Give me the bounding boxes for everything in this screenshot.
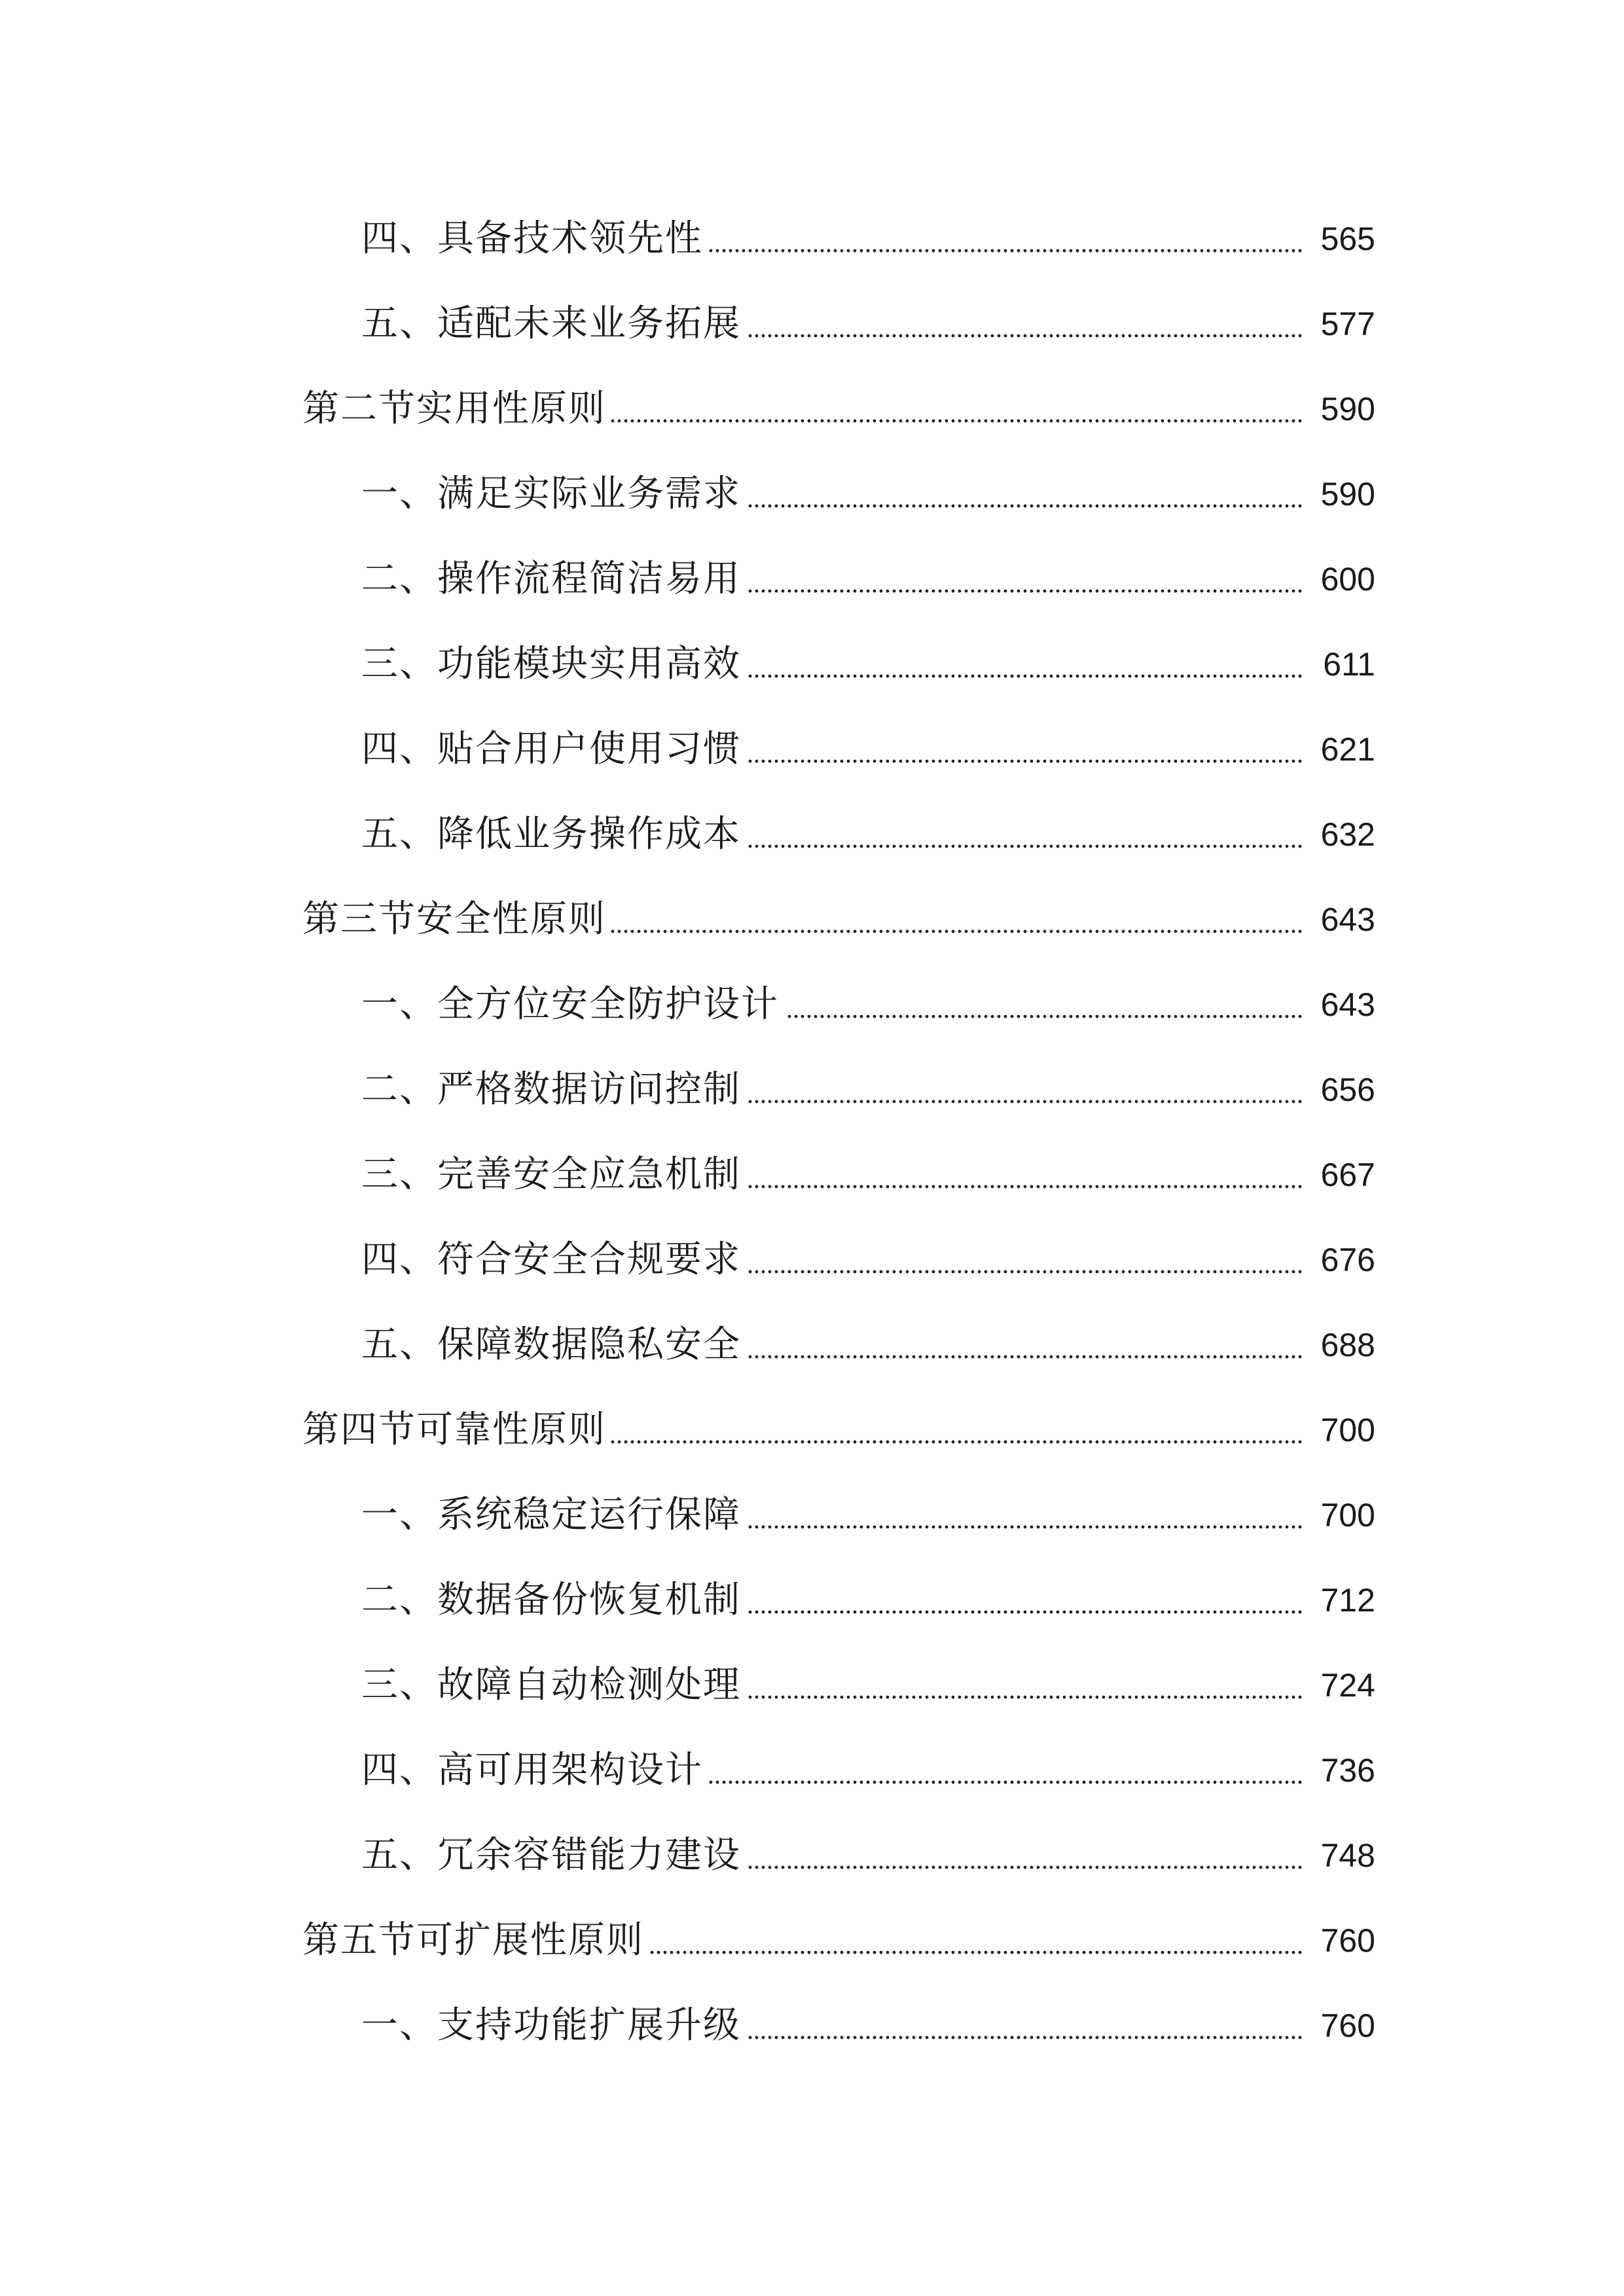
toc-entry-page-number: 712 — [1320, 1582, 1375, 1619]
toc-entry[interactable] — [0, 1319, 1624, 1371]
toc-entry-page-number: 667 — [1320, 1157, 1375, 1193]
toc-entry-page-number: 643 — [1320, 986, 1375, 1023]
toc-entry[interactable] — [0, 1574, 1624, 1626]
toc-entry-page-number: 736 — [1320, 1752, 1375, 1789]
toc-entry-title: 一、满足实际业务需求 — [361, 473, 741, 515]
toc-entry-page-number: 724 — [1320, 1667, 1375, 1704]
toc-entry[interactable] — [0, 723, 1624, 776]
toc-entry[interactable] — [0, 553, 1624, 605]
toc-entry-title: 五、适配未来业务拓展 — [361, 302, 741, 345]
toc-entry-title: 五、保障数据隐私安全 — [361, 1323, 741, 1366]
toc-entry-title: 二、数据备份恢复机制 — [361, 1579, 741, 1621]
toc-entry-title: 一、全方位安全防护设计 — [361, 983, 779, 1026]
toc-dot-leader — [748, 844, 1303, 849]
toc-entry-page-number: 688 — [1320, 1327, 1375, 1363]
toc-entry-page-number: 643 — [1320, 901, 1375, 938]
toc-dot-leader — [610, 418, 1303, 423]
toc-entry-title: 第三节安全性原则 — [302, 898, 606, 941]
toc-entry[interactable] — [0, 638, 1624, 691]
toc-dot-leader — [748, 673, 1303, 679]
toc-dot-leader — [748, 1269, 1303, 1274]
toc-entry-title: 四、高可用架构设计 — [361, 1749, 703, 1791]
toc-dot-leader — [610, 929, 1303, 934]
toc-dot-leader — [708, 248, 1303, 253]
toc-entry[interactable] — [0, 1659, 1624, 1712]
toc-dot-leader — [748, 333, 1303, 338]
toc-dot-leader — [748, 1695, 1303, 1700]
toc-entry[interactable] — [0, 808, 1624, 861]
toc-entry-page-number: 760 — [1320, 1922, 1375, 1959]
toc-dot-leader — [748, 1609, 1303, 1615]
toc-entry-page-number: 621 — [1320, 731, 1375, 768]
toc-entry-page-number: 760 — [1320, 2007, 1375, 2044]
toc-dot-leader — [610, 1439, 1303, 1444]
toc-dot-leader — [787, 1014, 1303, 1019]
toc-entry-page-number: 590 — [1320, 476, 1375, 512]
toc-dot-leader — [748, 1099, 1303, 1104]
toc-entry[interactable] — [0, 1744, 1624, 1797]
toc-dot-leader — [748, 2035, 1303, 2040]
toc-entry-title: 三、功能模块实用高效 — [361, 643, 741, 685]
toc-entry-title: 四、贴合用户使用习惯 — [361, 728, 741, 770]
toc-dot-leader — [748, 759, 1303, 764]
toc-entry-page-number: 577 — [1320, 306, 1375, 342]
toc-entry-page-number: 600 — [1320, 561, 1375, 598]
toc-entry[interactable] — [0, 2000, 1624, 2052]
toc-dot-leader — [748, 1354, 1303, 1359]
toc-entry[interactable] — [0, 893, 1624, 946]
toc-entry[interactable] — [0, 298, 1624, 350]
toc-entry[interactable] — [0, 468, 1624, 520]
toc-entry-page-number: 565 — [1320, 221, 1375, 257]
toc-entry[interactable] — [0, 213, 1624, 265]
toc-dot-leader — [708, 1780, 1303, 1785]
toc-entry-title: 四、具备技术领先性 — [361, 217, 703, 260]
toc-entry-page-number: 700 — [1320, 1497, 1375, 1534]
toc-entry-page-number: 590 — [1320, 391, 1375, 427]
toc-entry[interactable] — [0, 1234, 1624, 1286]
toc-entry-title: 第四节可靠性原则 — [302, 1408, 606, 1451]
toc-entry[interactable] — [0, 383, 1624, 435]
toc-entry[interactable] — [0, 1829, 1624, 1882]
toc-entry-title: 二、操作流程简洁易用 — [361, 558, 741, 600]
toc-entry-page-number: 700 — [1320, 1412, 1375, 1448]
toc-dot-leader — [748, 1524, 1303, 1530]
toc-entry-page-number: 676 — [1320, 1242, 1375, 1278]
toc-entry-title: 第五节可扩展性原则 — [302, 1919, 644, 1962]
toc-entry-title: 四、符合安全合规要求 — [361, 1238, 741, 1281]
toc-dot-leader — [748, 1865, 1303, 1870]
toc-dot-leader — [748, 588, 1303, 594]
toc-entry[interactable] — [0, 1914, 1624, 1967]
toc-entry-page-number: 632 — [1320, 816, 1375, 853]
toc-entry-title: 第二节实用性原则 — [302, 387, 606, 430]
toc-entry-title: 二、严格数据访问控制 — [361, 1068, 741, 1111]
toc-entry[interactable] — [0, 1489, 1624, 1541]
toc-entry-title: 五、降低业务操作成本 — [361, 813, 741, 855]
toc-dot-leader — [748, 1184, 1303, 1189]
toc-entry-title: 一、系统稳定运行保障 — [361, 1494, 741, 1536]
toc-entry-title: 三、完善安全应急机制 — [361, 1153, 741, 1196]
toc-entry-title: 五、冗余容错能力建设 — [361, 1834, 741, 1876]
toc-entry-page-number: 748 — [1320, 1837, 1375, 1874]
toc-entry-title: 三、故障自动检测处理 — [361, 1664, 741, 1706]
toc-dot-leader — [748, 503, 1303, 509]
toc-entry[interactable] — [0, 978, 1624, 1031]
toc-entry[interactable] — [0, 1064, 1624, 1116]
toc-entry[interactable] — [0, 1404, 1624, 1456]
toc-entry[interactable] — [0, 1149, 1624, 1201]
toc-dot-leader — [649, 1950, 1303, 1955]
toc-entry-page-number: 611 — [1323, 646, 1375, 683]
toc-entry-page-number: 656 — [1320, 1071, 1375, 1108]
toc-entry-title: 一、支持功能扩展升级 — [361, 2004, 741, 2047]
